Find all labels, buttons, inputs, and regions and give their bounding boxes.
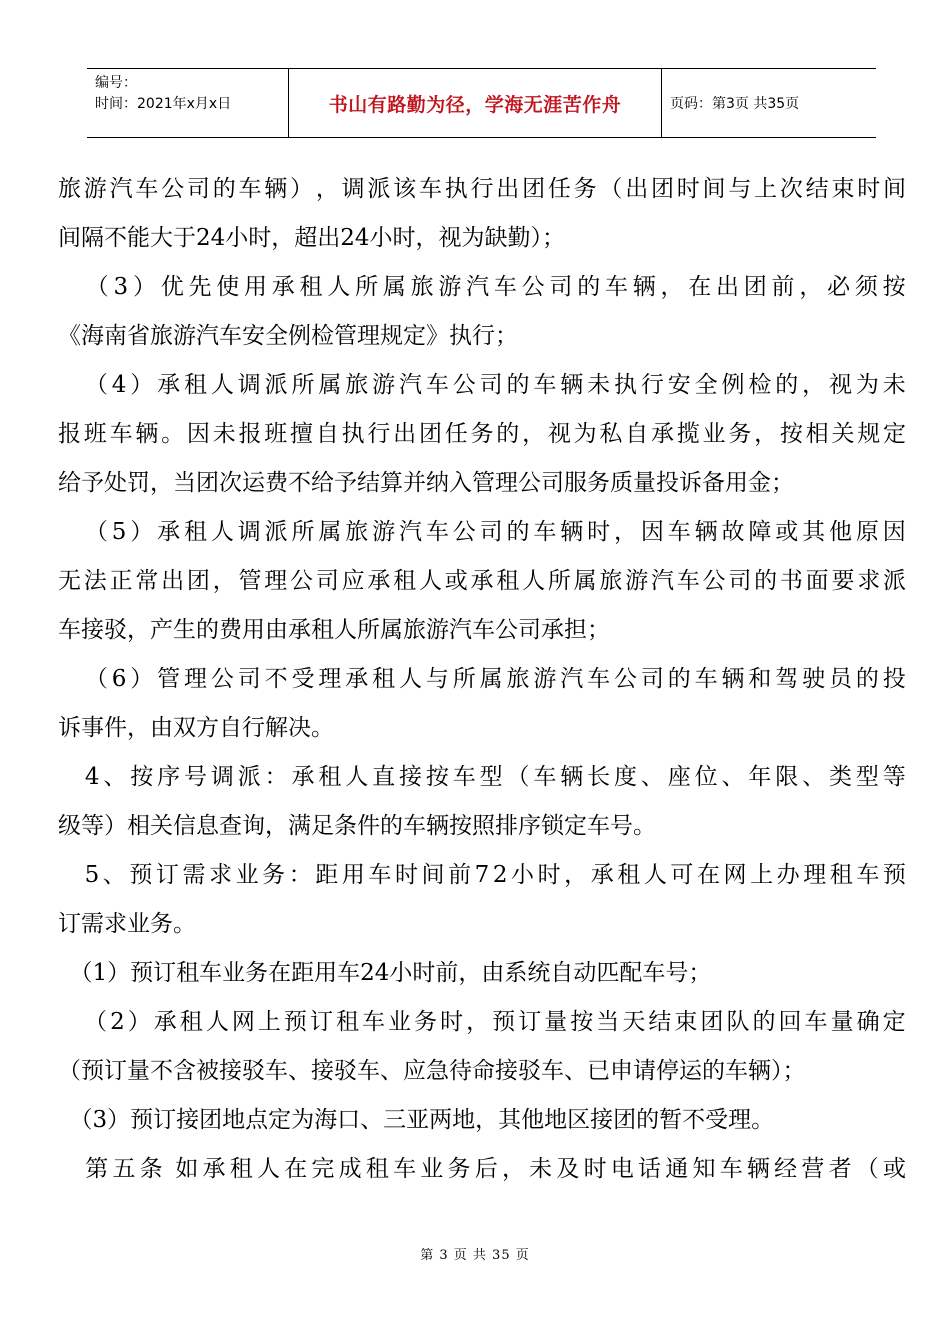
- page-footer: 第 3 页 共 35 页: [420, 1248, 530, 1263]
- header-motto: 书山有路勤为径，学海无涯苦作舟: [288, 69, 662, 137]
- text-line: 订需求业务。: [58, 911, 196, 937]
- text-line: （1）预订租车业务在距用车24小时前，由系统自动匹配车号；: [58, 960, 712, 986]
- text-line: 报 班 车 辆 。 因 未 报 班 擅 自 执 行 出 团 任 务 的 ， 视 为 私 自 承 揽 业 务 ， 按 相 关 规 定: [58, 421, 906, 447]
- text-line: 4 、 按 序 号 调 派 ： 承 租 人 直 接 按 车 型 （ 车 辆 长 度 、 座 位 、 年 限 、 类 型 等: [84, 764, 906, 790]
- text-line: 诉事件，由双方自行解决。: [58, 715, 334, 741]
- text-line: （ 5 ） 承 租 人 调 派 所 属 旅 游 汽 车 公 司 的 车 辆 时 ， 因 车 辆 故 障 或 其 他 原 因: [84, 519, 906, 545]
- text-line: 旅 游 汽 车 公 司 的 车 辆 ） ， 调 派 该 车 执 行 出 团 任 务 （ 出 团 时 间 与 上 次 结 束 时 间: [58, 176, 906, 202]
- text-line: 第 五 条 如 承 租 人 在 完 成 租 车 业 务 后 ， 未 及 时 电 话 通 知 车 辆 经 营 者 （ 或: [85, 1156, 906, 1182]
- text-line: 间隔不能大于24小时，超出24小时，视为缺勤）；: [58, 225, 566, 251]
- text-line: 级等）相关信息查询，满足条件的车辆按照排序锁定车号。: [58, 813, 656, 839]
- header-page-info: 页码：第3页 共35页: [670, 96, 800, 112]
- document-body: [58, 165, 906, 1194]
- text-line: 给予处罚，当团次运费不给予结算并纳入管理公司服务质量投诉备用金；: [58, 470, 794, 496]
- text-line: 无 法 正 常 出 团 ， 管 理 公 司 应 承 租 人 或 承 租 人 所 属 旅 游 汽 车 公 司 的 书 面 要 求 派: [58, 568, 906, 594]
- text-line: （预订量不含被接驳车、接驳车、应急待命接驳车、已申请停运的车辆）；: [58, 1058, 806, 1084]
- text-line: （3）预订接团地点定为海口、三亚两地，其他地区接团的暂不受理。: [58, 1107, 775, 1133]
- header-meta: [87, 69, 288, 137]
- text-line: （ 6 ） 管 理 公 司 不 受 理 承 租 人 与 所 属 旅 游 汽 车 公 司 的 车 辆 和 驾 驶 员 的 投: [84, 666, 906, 692]
- text-line: （ 4 ） 承 租 人 调 派 所 属 旅 游 汽 车 公 司 的 车 辆 未 执 行 安 全 例 检 的 ， 视 为 未: [84, 372, 906, 398]
- text-line: （ 3 ） 优 先 使 用 承 租 人 所 属 旅 游 汽 车 公 司 的 车 辆 ， 在 出 团 前 ， 必 须 按: [85, 274, 906, 300]
- page-header: [87, 68, 876, 138]
- document-number-label: 编号：: [95, 75, 137, 91]
- text-line: 《海南省旅游汽车安全例检管理规定》执行；: [58, 323, 518, 349]
- text-line: （ 2 ） 承 租 人 网 上 预 订 租 车 业 务 时 ， 预 订 量 按 当 天 结 束 团 队 的 回 车 量 确 定: [84, 1009, 906, 1035]
- text-line: 车接驳，产生的费用由承租人所属旅游汽车公司承担；: [58, 617, 610, 643]
- text-line: 5 、 预 订 需 求 业 务 ： 距 用 车 时 间 前 7 2 小 时 ， 承 租 人 可 在 网 上 办 理 租 车 预: [84, 862, 906, 888]
- document-date: 时间：2021年x月x日: [95, 96, 232, 112]
